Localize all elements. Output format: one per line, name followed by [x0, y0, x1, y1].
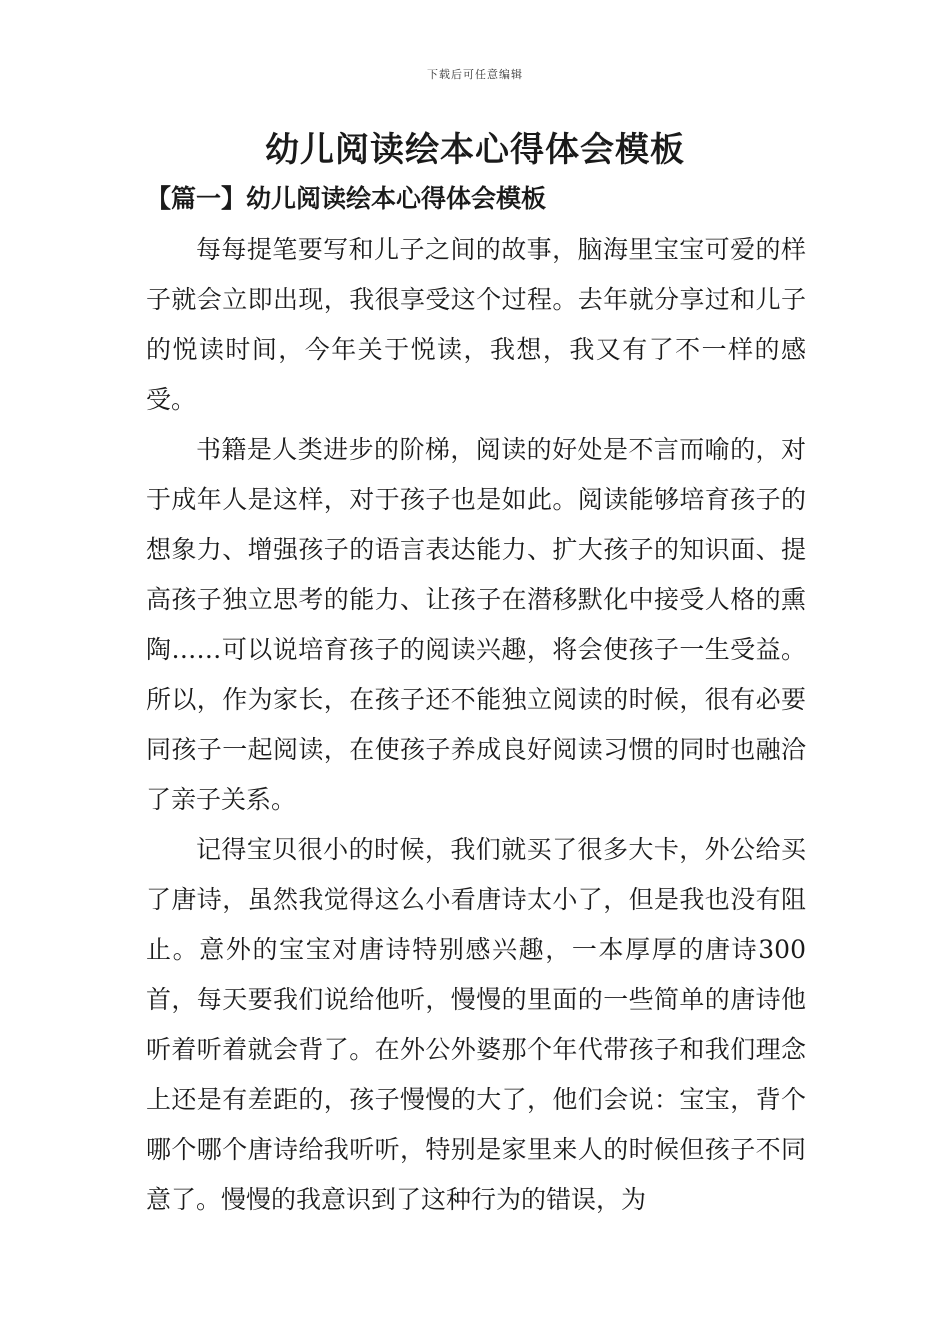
document-body: [146, 225, 806, 1225]
paragraph-2: 书籍是人类进步的阶梯，阅读的好处是不言而喻的，对于成年人是这样，对于孩子也是如此。阅读能够培育孩子的想象力、增强孩子的语言表达能力、扩大孩子的知识面、提高孩子独立思考的能力、让孩子在潜移默化中接受人格的熏陶……可以说培育孩子的阅读兴趣，将会使孩子一生受益。所以，作为家长，在孩子还不能独立阅读的时候，很有必要同孩子一起阅读，在使孩子养成良好阅读习惯的同时也融洽了亲子关系。: [146, 435, 806, 814]
paragraph-1: 每每提笔要写和儿子之间的故事，脑海里宝宝可爱的样子就会立即出现，我很享受这个过程。去年就分享过和儿子的悦读时间，今年关于悦读，我想，我又有了不一样的感受。: [146, 235, 806, 414]
header-note: 下载后可任意编辑: [427, 68, 523, 81]
document-title: 幼儿阅读绘本心得体会模板: [265, 130, 685, 170]
section-heading: 【篇一】幼儿阅读绘本心得体会模板: [146, 184, 547, 213]
paragraph-3: 记得宝贝很小的时候，我们就买了很多大卡，外公给买了唐诗，虽然我觉得这么小看唐诗太小了，但是我也没有阻止。意外的宝宝对唐诗特别感兴趣，一本厚厚的唐诗300首，每天要我们说给他听，慢慢的里面的一些简单的唐诗他听着听着就会背了。在外公外婆那个年代带孩子和我们理念上还是有差距的，孩子慢慢的大了，他们会说：宝宝，背个哪个哪个唐诗给我听听，特别是家里来人的时候但孩子不同意了。慢慢的我意识到了这种行为的错误，为: [146, 835, 806, 1214]
